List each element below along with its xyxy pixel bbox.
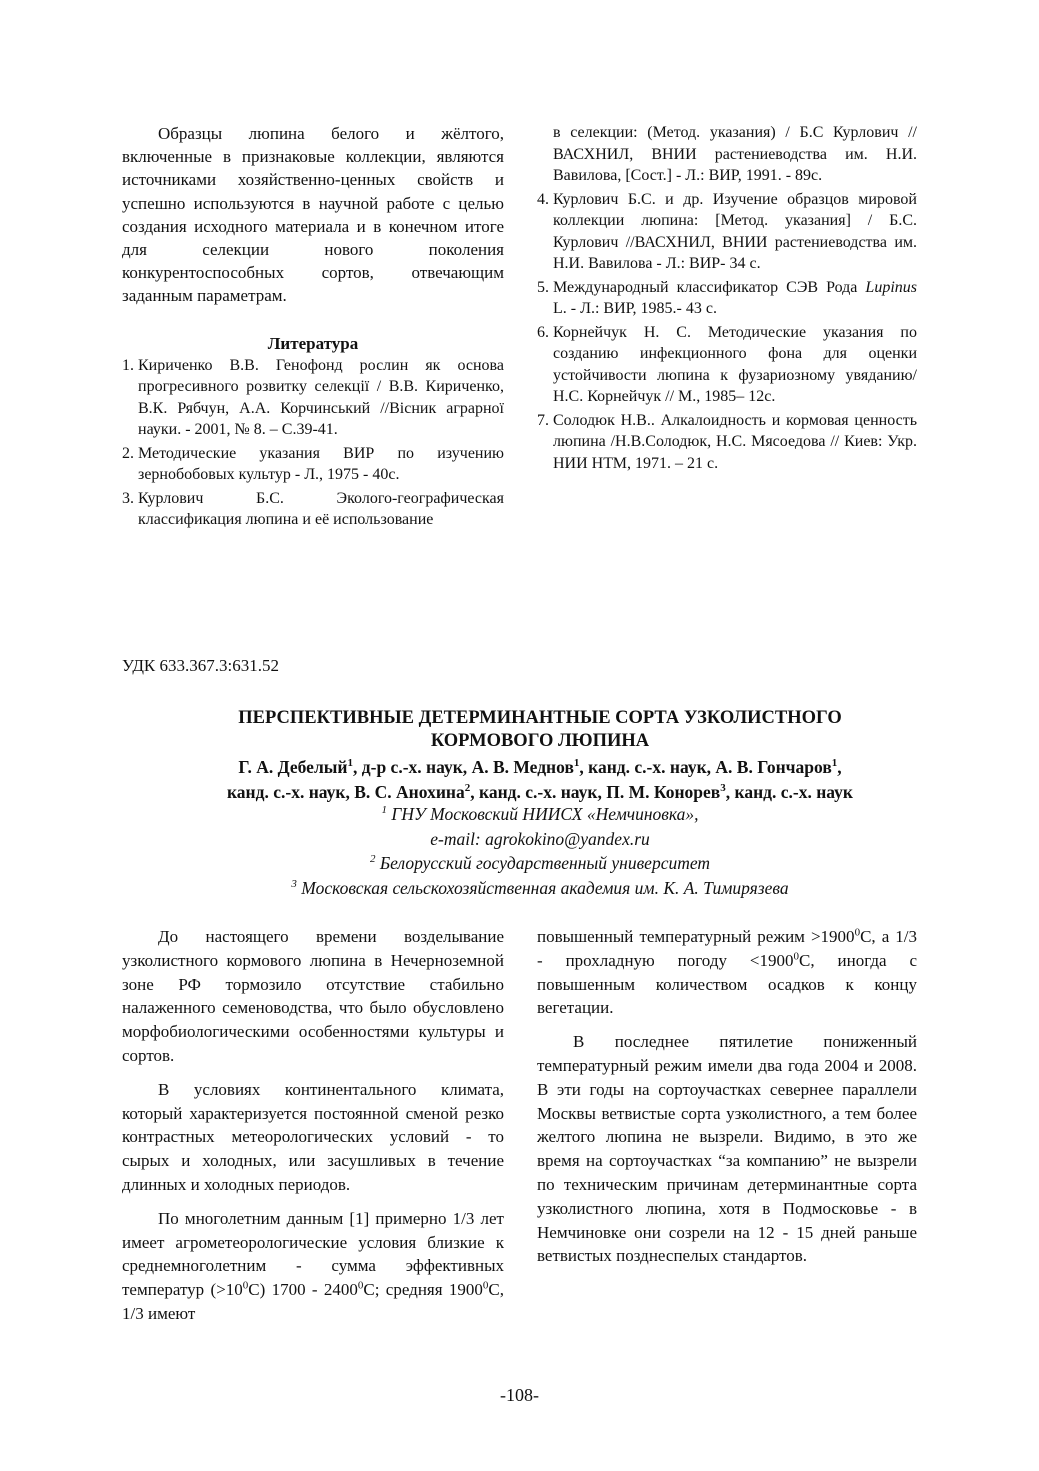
affiliations	[120, 802, 960, 900]
affiliation-email: e-mail: agrokokino@yandex.ru	[430, 828, 650, 849]
author-line: Г. А. Дебелый$^1$, д-р с.-х. наук, А. В. Меднов$^1$, канд. с.-х. наук, А. В. Гончаров$^1$,	[238, 757, 842, 777]
reference-item: 7. Солодюк Н.В.. Алкалоидность и кормовая ценность люпина /Н.В.Солодюк, Н.С. Мясоедова // Киев: Укр. НИИ НТМ, 1971. – 21 с.	[537, 411, 917, 472]
page-number: -108-	[500, 1385, 539, 1405]
reference-item: 3. Курлович Б.С. Эколого-географическая классификация люпина и её использование	[122, 489, 504, 529]
affiliation: $^3$ Московская сельскохозяйственная академия им. К. А. Тимирязева	[291, 877, 789, 898]
body-right-column	[537, 925, 917, 1268]
body-paragraph: В последнее пятилетие пониженный температурный режим имели два года 2004 и 2008. В эти годы на сортоучастках севернее параллели Москвы ветвистые сорта узколистного, а тем более желтого люпина не вызрели. Видимо, в это же время на сортоучастках “за компанию” не вызрели по техническим причинам детерминантные сорта узколистного люпина, хотя в Подмосковье - в Немчиновке они созрели на 12 - 15 дней раньше ветвистых позднеспелых стандартов.	[537, 1032, 917, 1266]
body-left-column	[122, 925, 504, 1326]
references-list-right	[537, 122, 917, 474]
top-left-column	[122, 122, 504, 533]
author-list	[100, 755, 980, 805]
body-paragraph: повышенный температурный режим $>1900^0С$, а 1/3 - прохладную погоду $<1900^0С$, иногда с повышенным количеством осадков к концу вегетации.	[537, 926, 918, 1018]
reference-item: 6. Корнейчук Н. С. Методические указания по созданию инфекционного фона для оценки устойчивости люпина к фузариозному увяданию/ Н.С. Корнейчук // М., 1985– 12с.	[537, 323, 917, 405]
references-list-left	[122, 355, 504, 531]
reference-item: 4. Курлович Б.С. и др. Изучение образцов мировой коллекции люпина: [Метод. указания] / Б.С. Курлович //ВАСХНИЛ, ВНИИ растениеводства им. Н.И. Вавилова - Л.: ВИР- 34 с.	[537, 190, 917, 272]
body-paragraph: До настоящего времени возделывание узколистного кормового люпина в Нечерноземной зоне РФ тормозило отсутствие стабильно налаженного семеноводства, что было обусловлено морфобиологическими особенностями культуры и сортов.	[122, 927, 504, 1065]
author-line: канд. с.-х. наук, В. С. Анохина$^2$, канд. с.-х. наук, П. М. Конорев$^3$, канд. с.-х. наук	[226, 782, 854, 802]
reference-item: 2. Методические указания ВИР по изучению зернобобовых культур - Л., 1975 - 40с.	[122, 444, 504, 484]
reference-continuation: в селекции: (Метод. указания) / Б.С Курлович // ВАСХНИЛ, ВНИИ растениеводства им. Н.И. Вавилова, [Сост.] - Л.: ВИР, 1991. - 89с.	[553, 124, 917, 184]
title-line: КОРМОВОГО ЛЮПИНА	[430, 731, 650, 751]
udk-code: УДК 633.367.3:631.52	[122, 656, 279, 675]
article-title	[120, 707, 960, 753]
title-line: ПЕРСПЕКТИВНЫЕ ДЕТЕРМИНАНТНЫЕ СОРТА УЗКОЛИСТНОГО	[238, 708, 842, 728]
reference-item: 5. Международный классификатор СЭВ Рода Lupinus L. - Л.: ВИР, 1985.- 43 с.	[537, 278, 917, 317]
affiliation: $^2$ Белорусский государственный университет	[369, 853, 711, 873]
references-heading: Литература	[267, 333, 359, 353]
closing-paragraph: Образцы люпина белого и жёлтого, включенные в признаковые коллекции, являются источниками хозяйственно-ценных свойств и успешно используются в научной работе с целью создания исходного материала и в конечном итоге для селекции нового поколения конкурентоспособных сортов, отвечающим заданным параметрам.	[122, 124, 504, 306]
top-right-column	[537, 122, 917, 476]
body-paragraph: По многолетним данным [1] примерно 1/3 лет имеет агрометеорологические условия близкие к среднемноголетним - сумма эффективных температур $(>10^0С)$ 1700 - 2400$^0$С; средняя 1900$^0$С, 1/3 имеют	[122, 1208, 504, 1323]
affiliation: $^1$ ГНУ Московский НИИСХ «Немчиновка»,	[381, 804, 699, 824]
body-paragraph: В условиях континентального климата, который характеризуется постоянной сменой резко контрастных метеорологических условий - то сырых и холодных, или засушливых в течение длинных и холодных периодов.	[122, 1079, 504, 1194]
reference-item: 1. Кириченко В.В. Генофонд рослин як основа прогресивного розвитку селекції / В.В. Кириченко, В.К. Рябчун, А.А. Корчинський //Вісник аграрної науки. - 2001, № 8. – С.39-41.	[122, 356, 504, 439]
